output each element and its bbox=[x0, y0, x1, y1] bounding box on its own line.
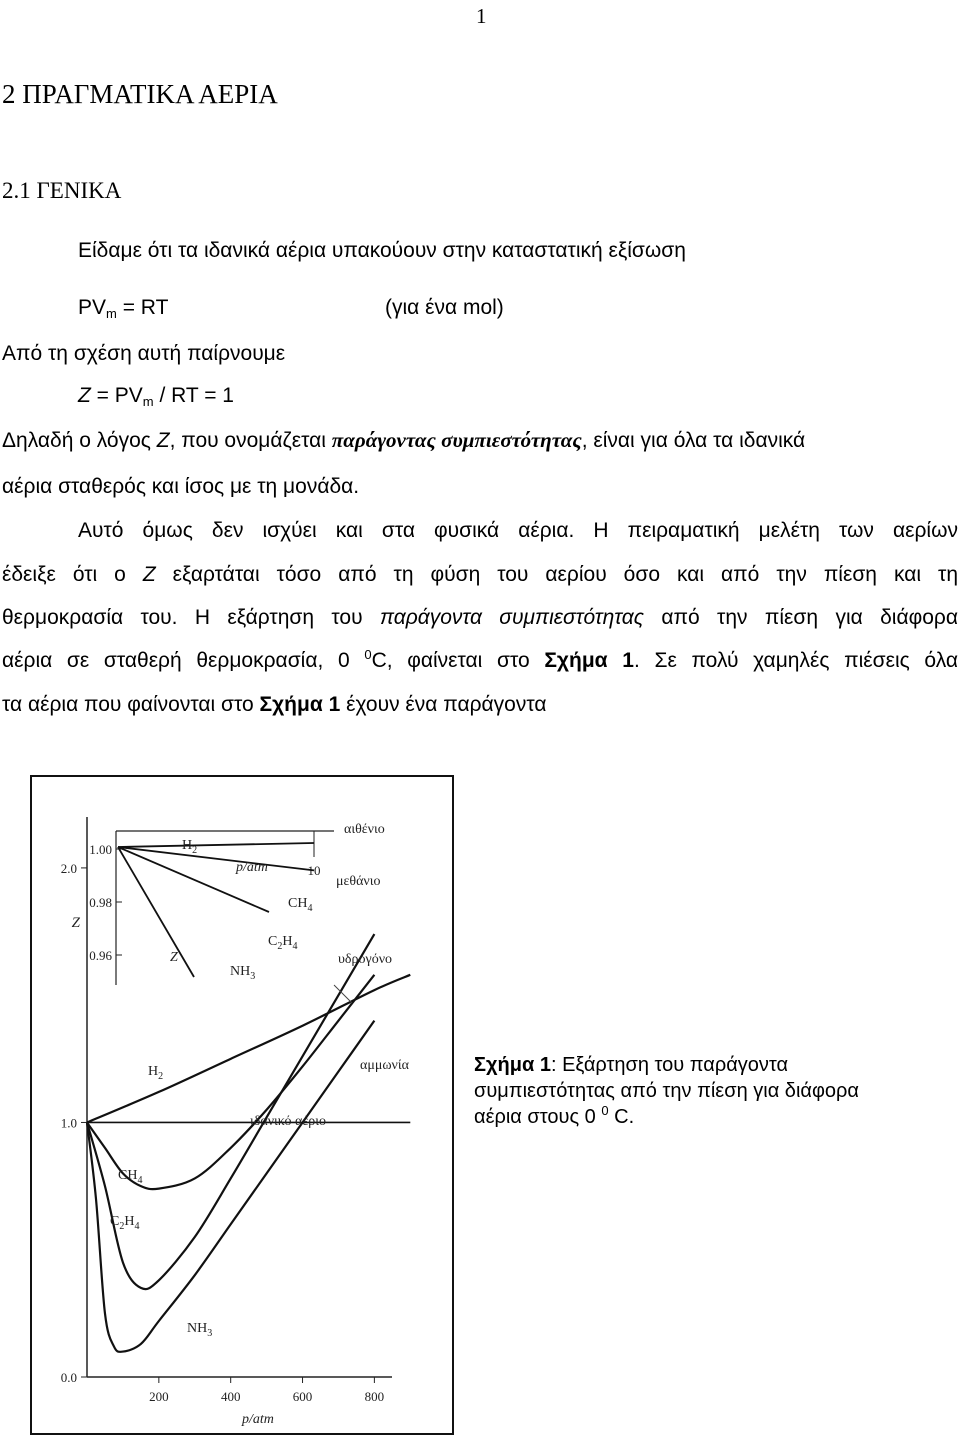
para2-line3: θερμοκρασία του. Η εξάρτηση του παράγοντα συμπιεστότητας από την πίεση για διάφορα bbox=[2, 606, 959, 629]
inset-label-nh3: $NH_3$ bbox=[230, 964, 256, 982]
label-ammonia: αμμωνία bbox=[360, 1058, 409, 1073]
main-curves bbox=[87, 934, 410, 1352]
section-heading: 2.1 ΓΕΝΙΚΑ bbox=[2, 178, 122, 203]
compressibility-figure bbox=[30, 775, 454, 1435]
para2-line2: έδειξε ότι ο Z εξαρτάται τόσο από τη φύση του αερίου όσο και από την πίεση και τη bbox=[2, 563, 958, 586]
inset-y-tick-label: 1.00 bbox=[89, 842, 112, 857]
inset-y-tick-label: 0.96 bbox=[89, 948, 112, 963]
equation-compressibility: $Z = PV_m$ / RT = 1 bbox=[78, 384, 234, 409]
y-tick-label: 2.0 bbox=[60, 860, 77, 876]
label-methane: μεθάνιο bbox=[336, 874, 381, 889]
y-tick-label: 0.0 bbox=[60, 1370, 77, 1385]
compressibility-chart bbox=[32, 777, 452, 1433]
para2-line1: Αυτό όμως δεν ισχύει και στα φυσικά αέρια. Η πειραματική μελέτη των αερίων bbox=[78, 519, 958, 542]
y-tick-label: 1.0 bbox=[60, 1115, 77, 1131]
inset-label-ch4: $CH_4$ bbox=[288, 896, 313, 914]
inset-x-axis-label: p/atm bbox=[236, 860, 268, 875]
label-hydrogen: υδρογόνο bbox=[338, 952, 393, 967]
x-tick-label: 800 bbox=[364, 1389, 385, 1404]
inset-label-h2: $H_2$ bbox=[182, 838, 198, 856]
series-line-H2 bbox=[87, 975, 410, 1123]
relation-line: Από τη σχέση αυτή παίρνουμε bbox=[2, 342, 286, 365]
x-tick-label: 200 bbox=[149, 1389, 169, 1404]
label-ch4: $CH_4$ bbox=[118, 1168, 143, 1186]
inset-y-axis-label: Z bbox=[170, 950, 178, 965]
y-axis-label: Z bbox=[71, 915, 80, 931]
x-axis-label: p/atm bbox=[242, 1412, 274, 1427]
label-ethylene: αιθένιο bbox=[344, 822, 385, 837]
inset-x-tick-label: 10 bbox=[307, 863, 321, 878]
label-nh3: $NH_3$ bbox=[187, 1321, 213, 1339]
label-c2h4: $C_2H_4$ bbox=[110, 1214, 140, 1232]
label-ideal-gas: ιδανικό αέριο bbox=[250, 1114, 327, 1129]
x-tick-label: 600 bbox=[292, 1389, 313, 1404]
inset-label-c2h4: $C_2H_4$ bbox=[268, 934, 298, 952]
chapter-heading: 2 ΠΡΑΓΜΑΤΙΚΑ ΑΕΡΙΑ bbox=[2, 79, 278, 109]
series-line-C2H4 bbox=[87, 934, 374, 1289]
page-number: 1 bbox=[476, 4, 487, 28]
label-h2: $H_2$ bbox=[148, 1064, 164, 1082]
inset-y-tick-label: 0.98 bbox=[89, 895, 112, 910]
para1-line2: αέρια σταθερός και ίσος με τη μονάδα. bbox=[2, 475, 360, 498]
intro-line: Είδαμε ότι τα ιδανικά αέρια υπακούουν στην καταστατική εξίσωση bbox=[78, 239, 686, 262]
equation-note: (για ένα mol) bbox=[385, 296, 504, 319]
equation-ideal-gas: $PV_m$ = RT bbox=[78, 296, 169, 321]
series-line-NH3 bbox=[87, 1021, 374, 1352]
para2-line5: τα αέρια που φαίνονται στο Σχήμα 1 έχουν ένα παράγοντα bbox=[2, 693, 547, 716]
para2-line4: αέρια σε σταθερή θερμοκρασία, 0 $^0$C, φαίνεται στο Σχήμα 1. Σε πολύ χαμηλές πιέσεις όλα bbox=[2, 647, 959, 672]
x-tick-label: 400 bbox=[220, 1389, 241, 1404]
figure-caption: Σχήμα 1: Εξάρτηση του παράγοντα συμπιεστότητας από την πίεση για διάφορα αέρια στους 0 $^0$ C. bbox=[474, 1054, 859, 1128]
para1-line1: Δηλαδή ο λόγος Z, που ονομάζεται παράγοντας συμπιεστότητας, είναι για όλα τα ιδανικά bbox=[2, 428, 806, 452]
